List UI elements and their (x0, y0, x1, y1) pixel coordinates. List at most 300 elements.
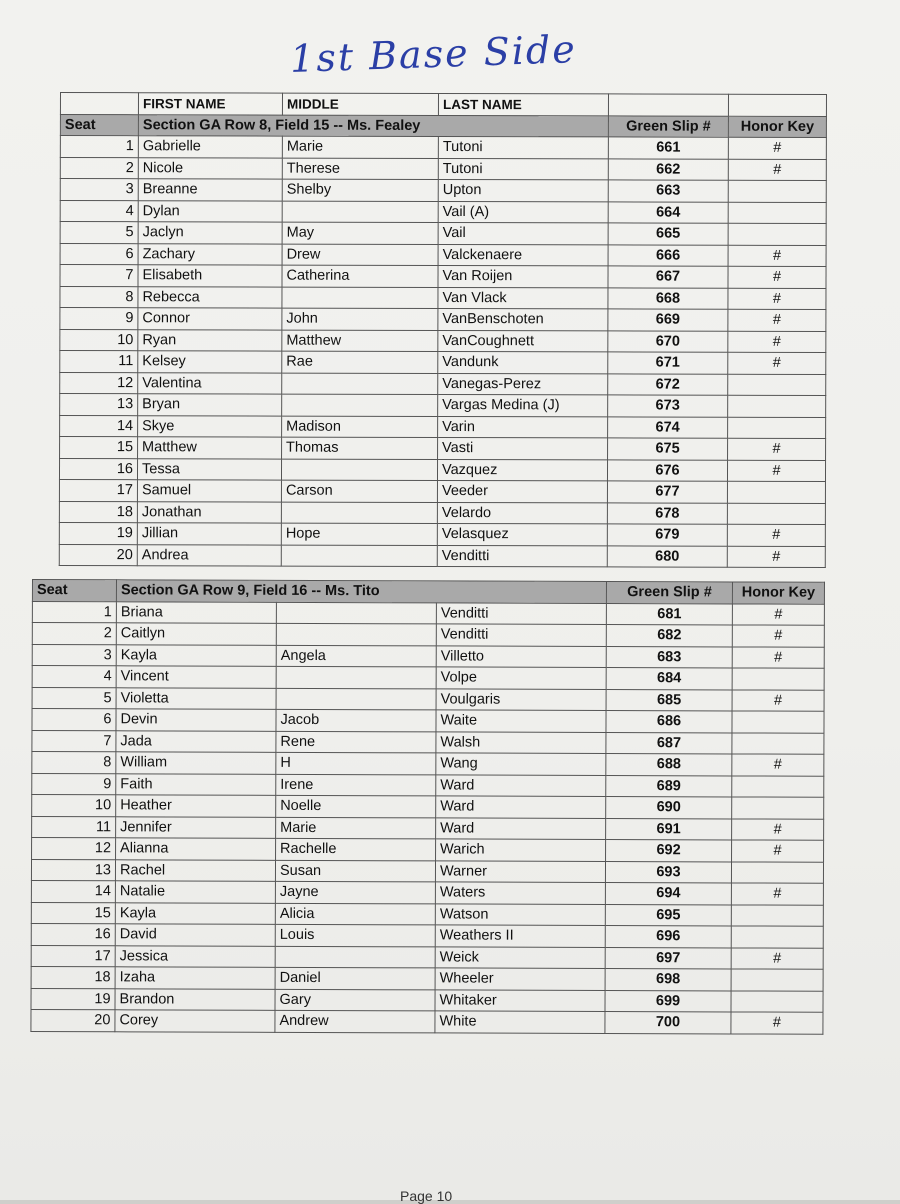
last-name-cell: Tutoni (438, 158, 608, 180)
section-header-row (32, 580, 824, 604)
last-name-cell: Van Roijen (438, 265, 608, 287)
green-slip-cell: 663 (608, 180, 728, 202)
seat-number-cell: 3 (60, 179, 138, 201)
last-name-cell: Volpe (436, 667, 606, 689)
middle-name-cell (282, 394, 438, 416)
seat-number-cell: 15 (31, 902, 115, 924)
middle-name-cell: Drew (282, 244, 438, 266)
middle-name-cell: Irene (276, 774, 436, 796)
first-name-cell: David (115, 924, 275, 946)
middle-name-cell: Jayne (275, 881, 435, 903)
middle-name-cell: Jacob (276, 709, 436, 731)
green-slip-cell: 678 (607, 502, 727, 524)
honor-key-header: Honor Key (728, 116, 826, 138)
first-name-cell: Jillian (137, 523, 281, 545)
seat-number-cell: 9 (32, 773, 116, 795)
green-slip-cell: 683 (606, 646, 732, 668)
middle-name-cell (275, 946, 435, 968)
middle-name-cell (282, 373, 438, 395)
honor-key-cell (731, 969, 823, 991)
seat-number-cell: 17 (31, 945, 115, 967)
seat-number-cell: 11 (32, 816, 116, 838)
green-slip-cell: 696 (605, 926, 731, 948)
table-row (32, 752, 824, 776)
last-name-cell: Tutoni (438, 136, 608, 158)
middle-name-cell: Alicia (275, 903, 435, 925)
seat-number-cell: 3 (32, 644, 116, 666)
green-slip-cell: 681 (606, 603, 732, 625)
middle-name-cell: Therese (282, 158, 438, 180)
seat-number-cell: 5 (32, 687, 116, 709)
section-header-row (60, 114, 826, 138)
middle-name-cell (276, 602, 436, 624)
table-row (60, 437, 826, 461)
last-name-cell: White (435, 1011, 605, 1033)
green-slip-cell: 700 (605, 1012, 731, 1034)
last-name-cell: Varin (438, 416, 608, 438)
first-name-cell: Caitlyn (116, 623, 276, 645)
honor-key-cell: # (732, 603, 824, 625)
middle-name-cell (281, 459, 437, 481)
honor-key-cell: # (732, 646, 824, 668)
seat-number-cell: 12 (32, 838, 116, 860)
green-slip-cell: 675 (608, 438, 728, 460)
table-row (32, 838, 824, 862)
seat-number-cell: 18 (59, 501, 137, 523)
green-slip-cell: 688 (606, 754, 732, 776)
table-row (60, 265, 826, 289)
middle-name-cell (281, 545, 437, 567)
middle-name-cell: Rae (282, 351, 438, 373)
honor-key-cell: # (728, 309, 826, 331)
first-name-cell: Bryan (138, 394, 282, 416)
seat-number-cell: 7 (32, 730, 116, 752)
honor-key-cell: # (728, 331, 826, 353)
middle-name-cell (282, 287, 438, 309)
middle-name-cell (276, 688, 436, 710)
last-name-cell: Weick (435, 946, 605, 968)
last-name-cell: Venditti (436, 624, 606, 646)
table-row (32, 644, 824, 668)
last-name-cell: Vazquez (437, 459, 607, 481)
last-name-cell: Wheeler (435, 968, 605, 990)
table-row (32, 601, 824, 625)
honor-key-cell: # (728, 159, 826, 181)
seat-number-cell: 17 (59, 479, 137, 501)
table-row (32, 773, 824, 797)
seat-number-cell: 11 (60, 351, 138, 373)
table-row (32, 816, 824, 840)
first-name-cell: Heather (116, 795, 276, 817)
honor-key-cell: # (732, 818, 824, 840)
middle-name-header: MIDDLE (282, 93, 438, 115)
table-row (60, 200, 826, 224)
table-row (60, 415, 826, 439)
honor-key-cell (728, 223, 826, 245)
last-name-cell: Velasquez (437, 523, 607, 545)
seat-number-cell: 15 (60, 437, 138, 459)
table-row (31, 859, 823, 883)
green-slip-cell: 671 (608, 352, 728, 374)
seat-number-cell: 18 (31, 966, 115, 988)
honor-key-cell (732, 668, 824, 690)
table-row (31, 1009, 823, 1033)
honor-key-cell: # (732, 625, 824, 647)
table-row (31, 902, 823, 926)
first-name-cell: Briana (116, 601, 276, 623)
table-row (60, 157, 826, 181)
seat-number-cell: 20 (59, 544, 137, 566)
table-row (60, 179, 826, 203)
honor-key-cell (732, 797, 824, 819)
first-name-cell: Devin (116, 709, 276, 731)
middle-name-cell: John (282, 308, 438, 330)
first-name-cell: Jonathan (137, 501, 281, 523)
table-row (32, 666, 824, 690)
middle-name-cell (282, 201, 438, 223)
honor-key-cell (728, 374, 826, 396)
seat-header: Seat (32, 580, 116, 602)
honor-key-cell (731, 926, 823, 948)
middle-name-cell: May (282, 222, 438, 244)
last-name-cell: Whitaker (435, 989, 605, 1011)
green-slip-cell: 674 (608, 416, 728, 438)
table-row (60, 394, 826, 418)
honor-key-cell: # (727, 524, 825, 546)
honor-key-cell: # (727, 460, 825, 482)
honor-key-cell: # (728, 245, 826, 267)
first-name-cell: Rebecca (138, 286, 282, 308)
green-slip-cell: 661 (608, 137, 728, 159)
last-name-cell: Warich (436, 839, 606, 861)
first-name-cell: Jennifer (116, 816, 276, 838)
first-name-cell: Skye (138, 415, 282, 437)
honor-key-cell (731, 990, 823, 1012)
first-name-cell: Faith (116, 773, 276, 795)
honor-key-cell (732, 775, 824, 797)
table-row (59, 544, 825, 568)
first-name-cell: Tessa (137, 458, 281, 480)
seat-number-cell: 1 (60, 136, 138, 158)
last-name-cell: Ward (436, 817, 606, 839)
table-row (60, 136, 826, 160)
first-name-cell: Izaha (115, 967, 275, 989)
last-name-cell: Vanegas-Perez (438, 373, 608, 395)
first-name-cell: Elisabeth (138, 265, 282, 287)
first-name-cell: William (116, 752, 276, 774)
middle-name-cell: Noelle (276, 795, 436, 817)
honor-key-cell: # (731, 883, 823, 905)
last-name-cell: Vargas Medina (J) (438, 394, 608, 416)
middle-name-cell: Marie (276, 817, 436, 839)
seat-number-cell: 10 (60, 329, 138, 351)
blank-header-cell (608, 94, 728, 116)
seat-number-cell: 8 (32, 752, 116, 774)
honor-key-cell (727, 481, 825, 503)
honor-key-cell: # (728, 438, 826, 460)
middle-name-cell: Louis (275, 924, 435, 946)
green-slip-cell: 690 (606, 797, 732, 819)
green-slip-cell: 692 (606, 840, 732, 862)
seat-number-cell: 2 (60, 157, 138, 179)
seat-number-cell: 14 (60, 415, 138, 437)
green-slip-cell: 670 (608, 330, 728, 352)
middle-name-cell: Susan (275, 860, 435, 882)
first-name-cell: Ryan (138, 329, 282, 351)
seat-number-cell: 8 (60, 286, 138, 308)
honor-key-cell (728, 180, 826, 202)
last-name-cell: Valckenaere (438, 244, 608, 266)
middle-name-cell: Madison (282, 416, 438, 438)
last-name-cell: VanCoughnett (438, 330, 608, 352)
last-name-cell: Weathers II (435, 925, 605, 947)
green-slip-cell: 679 (607, 524, 727, 546)
first-name-cell: Zachary (138, 243, 282, 265)
table-row (32, 795, 824, 819)
seat-number-cell: 20 (31, 1009, 115, 1031)
last-name-cell: Van Vlack (438, 287, 608, 309)
table-row (59, 479, 825, 503)
middle-name-cell: Rene (276, 731, 436, 753)
green-slip-cell: 691 (606, 818, 732, 840)
last-name-cell: Watson (435, 903, 605, 925)
green-slip-header: Green Slip # (606, 582, 732, 604)
last-name-cell: Vail (438, 222, 608, 244)
seat-number-cell: 13 (60, 394, 138, 416)
honor-key-cell (732, 732, 824, 754)
middle-name-cell (276, 623, 436, 645)
honor-key-cell: # (731, 947, 823, 969)
middle-name-cell: Angela (276, 645, 436, 667)
middle-name-cell (276, 666, 436, 688)
table-row (32, 687, 824, 711)
table-row (31, 988, 823, 1012)
seat-number-cell: 7 (60, 265, 138, 287)
honor-key-cell: # (732, 840, 824, 862)
first-name-cell: Connor (138, 308, 282, 330)
seat-number-cell: 6 (60, 243, 138, 265)
table-row (60, 351, 826, 375)
honor-key-cell (728, 417, 826, 439)
honor-key-cell: # (728, 288, 826, 310)
honor-key-header: Honor Key (732, 582, 824, 604)
first-name-cell: Breanne (138, 179, 282, 201)
middle-name-cell: Rachelle (276, 838, 436, 860)
first-name-cell: Kayla (115, 902, 275, 924)
honor-key-cell (731, 904, 823, 926)
table-row (32, 709, 824, 733)
seat-number-cell: 16 (59, 458, 137, 480)
seat-number-cell: 6 (32, 709, 116, 731)
green-slip-cell: 668 (608, 287, 728, 309)
seat-number-cell: 2 (32, 623, 116, 645)
first-name-cell: Jada (116, 730, 276, 752)
green-slip-cell: 673 (608, 395, 728, 417)
table-row (31, 966, 823, 990)
last-name-cell: Venditti (436, 602, 606, 624)
blank-header-cell (728, 94, 826, 116)
column-header-row (60, 93, 826, 117)
last-name-cell: VanBenschoten (438, 308, 608, 330)
green-slip-cell: 680 (607, 545, 727, 567)
first-name-cell: Gabrielle (138, 136, 282, 158)
green-slip-cell: 689 (606, 775, 732, 797)
honor-key-cell: # (727, 546, 825, 568)
middle-name-cell: Andrew (275, 1010, 435, 1032)
seat-number-cell: 14 (31, 880, 115, 902)
honor-key-cell: # (728, 137, 826, 159)
green-slip-header: Green Slip # (608, 115, 728, 137)
last-name-cell: Waters (435, 882, 605, 904)
first-name-cell: Jessica (115, 945, 275, 967)
roster-table-section-2 (30, 579, 825, 1034)
section-title: Section GA Row 9, Field 16 -- Ms. Tito (116, 580, 606, 603)
seat-number-cell: 4 (32, 666, 116, 688)
blank-header-cell (60, 93, 138, 115)
seat-number-cell: 12 (60, 372, 138, 394)
seat-number-cell: 4 (60, 200, 138, 222)
green-slip-cell: 699 (605, 990, 731, 1012)
green-slip-cell: 666 (608, 244, 728, 266)
green-slip-cell: 667 (608, 266, 728, 288)
first-name-cell: Matthew (138, 437, 282, 459)
last-name-cell: Voulgaris (436, 688, 606, 710)
last-name-cell: Villetto (436, 645, 606, 667)
last-name-cell: Warner (435, 860, 605, 882)
table-row (60, 286, 826, 310)
seat-number-cell: 9 (60, 308, 138, 330)
last-name-header: LAST NAME (438, 93, 608, 115)
middle-name-cell: Hope (281, 523, 437, 545)
middle-name-cell: Marie (282, 136, 438, 158)
table-row (59, 458, 825, 482)
table-row (31, 923, 823, 947)
table-row (59, 501, 825, 525)
handwritten-note: 1st Base Side (289, 27, 578, 81)
middle-name-cell: Matthew (282, 330, 438, 352)
last-name-cell: Vail (A) (438, 201, 608, 223)
last-name-cell: Ward (436, 774, 606, 796)
seat-number-cell: 19 (59, 522, 137, 544)
first-name-cell: Violetta (116, 687, 276, 709)
honor-key-cell (728, 202, 826, 224)
last-name-cell: Upton (438, 179, 608, 201)
first-name-cell: Kayla (116, 644, 276, 666)
first-name-header: FIRST NAME (138, 93, 282, 115)
green-slip-cell: 687 (606, 732, 732, 754)
first-name-cell: Jaclyn (138, 222, 282, 244)
honor-key-cell (727, 503, 825, 525)
honor-key-cell: # (728, 266, 826, 288)
last-name-cell: Walsh (436, 731, 606, 753)
first-name-cell: Rachel (115, 859, 275, 881)
honor-key-cell (731, 861, 823, 883)
last-name-cell: Waite (436, 710, 606, 732)
honor-key-cell (732, 711, 824, 733)
last-name-cell: Vasti (438, 437, 608, 459)
first-name-cell: Dylan (138, 200, 282, 222)
seat-number-cell: 13 (31, 859, 115, 881)
green-slip-cell: 693 (605, 861, 731, 883)
last-name-cell: Vandunk (438, 351, 608, 373)
first-name-cell: Natalie (115, 881, 275, 903)
honor-key-cell: # (728, 352, 826, 374)
honor-key-cell: # (732, 689, 824, 711)
green-slip-cell: 685 (606, 689, 732, 711)
green-slip-cell: 697 (605, 947, 731, 969)
seat-number-cell: 16 (31, 923, 115, 945)
green-slip-cell: 698 (605, 969, 731, 991)
table-row (32, 730, 824, 754)
first-name-cell: Samuel (137, 480, 281, 502)
table-row (60, 308, 826, 332)
middle-name-cell: Gary (275, 989, 435, 1011)
green-slip-cell: 682 (606, 625, 732, 647)
honor-key-cell: # (732, 754, 824, 776)
last-name-cell: Venditti (437, 545, 607, 567)
honor-key-cell: # (731, 1012, 823, 1034)
green-slip-cell: 695 (605, 904, 731, 926)
table-row (31, 945, 823, 969)
green-slip-cell: 686 (606, 711, 732, 733)
last-name-cell: Ward (436, 796, 606, 818)
first-name-cell: Brandon (115, 988, 275, 1010)
seat-number-cell: 1 (32, 601, 116, 623)
middle-name-cell: H (276, 752, 436, 774)
middle-name-cell: Catherina (282, 265, 438, 287)
seat-number-cell: 5 (60, 222, 138, 244)
green-slip-cell: 662 (608, 158, 728, 180)
seat-header: Seat (60, 114, 138, 136)
green-slip-cell: 664 (608, 201, 728, 223)
table-row (60, 222, 826, 246)
middle-name-cell (281, 502, 437, 524)
first-name-cell: Nicole (138, 157, 282, 179)
green-slip-cell: 669 (608, 309, 728, 331)
last-name-cell: Wang (436, 753, 606, 775)
last-name-cell: Veeder (437, 480, 607, 502)
table-row (31, 880, 823, 904)
green-slip-cell: 665 (608, 223, 728, 245)
table-row (60, 329, 826, 353)
green-slip-cell: 676 (607, 459, 727, 481)
green-slip-cell: 684 (606, 668, 732, 690)
middle-name-cell: Shelby (282, 179, 438, 201)
green-slip-cell: 694 (605, 883, 731, 905)
green-slip-cell: 677 (607, 481, 727, 503)
table-row (60, 243, 826, 267)
middle-name-cell: Daniel (275, 967, 435, 989)
seat-number-cell: 19 (31, 988, 115, 1010)
middle-name-cell: Carson (281, 480, 437, 502)
first-name-cell: Valentina (138, 372, 282, 394)
first-name-cell: Andrea (137, 544, 281, 566)
first-name-cell: Corey (115, 1010, 275, 1032)
middle-name-cell: Thomas (282, 437, 438, 459)
table-row (60, 372, 826, 396)
first-name-cell: Alianna (116, 838, 276, 860)
first-name-cell: Vincent (116, 666, 276, 688)
roster-table-section-1 (59, 92, 827, 568)
table-row (32, 623, 824, 647)
section-title: Section GA Row 8, Field 15 -- Ms. Fealey (138, 114, 608, 137)
page-footer: Page 10 (400, 1188, 453, 1204)
seat-number-cell: 10 (32, 795, 116, 817)
last-name-cell: Velardo (437, 502, 607, 524)
table-row (59, 522, 825, 546)
green-slip-cell: 672 (608, 373, 728, 395)
first-name-cell: Kelsey (138, 351, 282, 373)
